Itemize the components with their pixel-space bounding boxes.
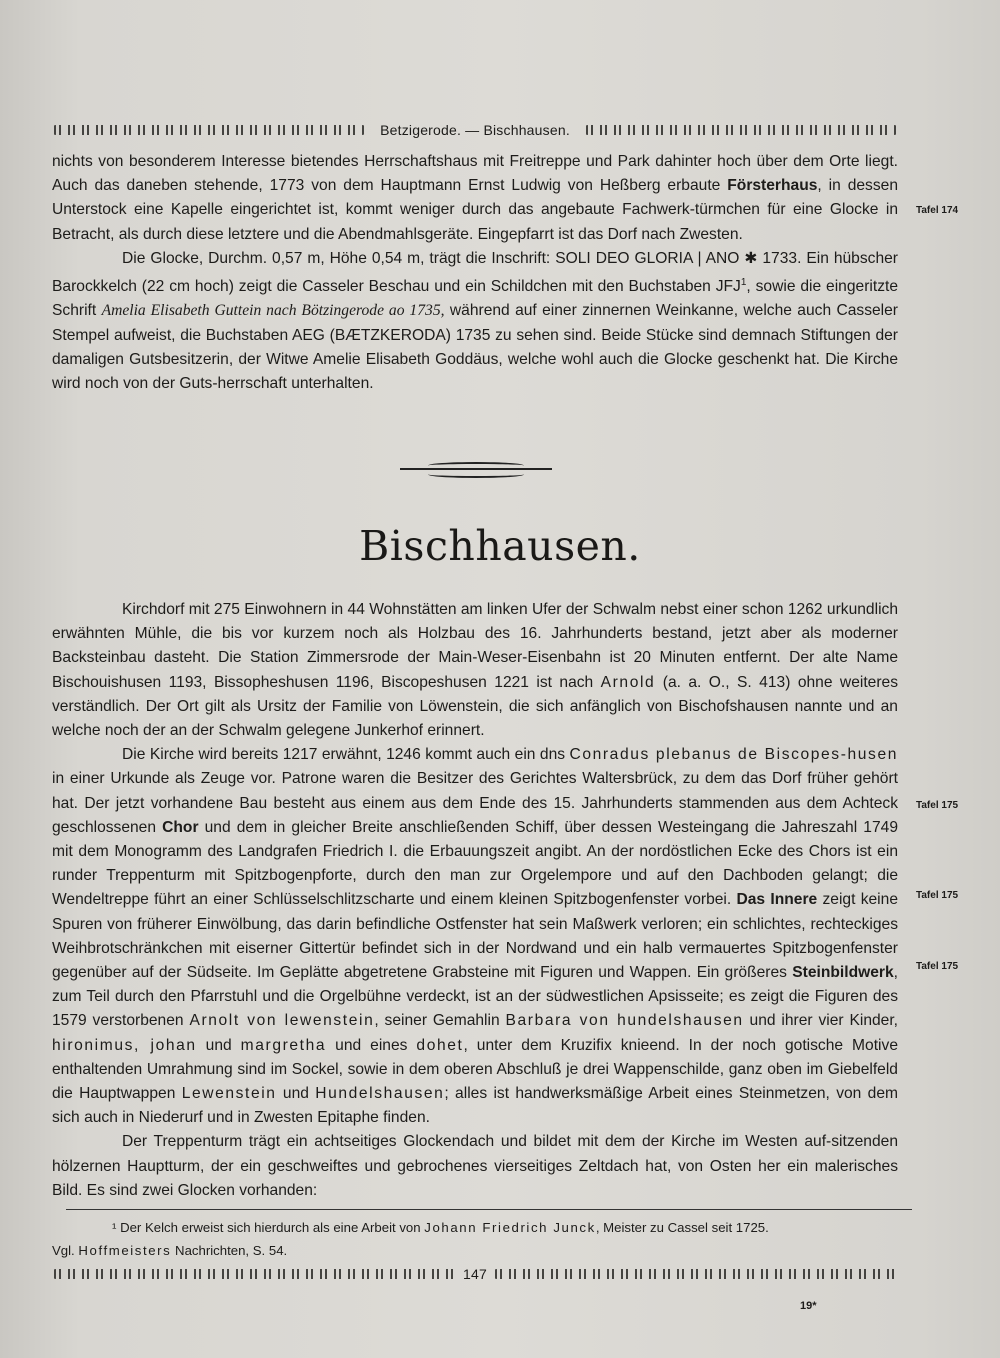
ornament-band-right: [584, 125, 898, 135]
running-head-row: [52, 120, 898, 140]
paragraph: nichts von besonderem Interesse bietendes Herrschaftshaus mit Freitreppe und Park dahinter hoch über dem Orte liegt. Auch das daneben stehende, 1773 von dem Hauptmann Ernst Ludwig von Heßberg erbaute Försterhaus, in dessen Unterstock eine Kapelle eingerichtet ist, kommt weniger durch das angebaute Fachwerk-türmchen für eine Glocke in Betracht, als durch diese letztere und die Abendmahlsgeräte. Eingepfarrt ist das Dorf nach Zwesten.: [52, 153, 899, 243]
footnote-rule: [66, 1209, 912, 1210]
running-head: Betzigerode. — Bischhausen.: [380, 122, 570, 138]
paragraph: Die Glocke, Durchm. 0,57 m, Höhe 0,54 m, trägt die Inschrift: SOLI DEO GLORIA | ANO ✱ 1733. Ein hübscher Barockkelch (22 cm hoch) zeigt die Casseler Beschau und ein Schildchen mit den Buchstaben JFJ$^1$, sowie die eingeritzte Schrift Amelia Elisabeth Guttein nach Bötzingerode ao 1735, während auf einer zinnernen Weinkanne, welche auch Casseler Stempel aufweist, die Buchstaben AEG (BÆTZKERODA) 1735 zu sehen sind. Beide Stücke sind demnach Stiftungen der damaligen Gutsbesitzerin, der Witwe Amelie Elisabeth Goddäus, welche wohl auch die Glocke geschenkt hat. Die Kirche wird noch von der Guts-herrschaft unterhalten.: [52, 249, 898, 393]
margin-note-tafel: Tafel 174: [916, 205, 959, 216]
footnote: ¹ Der Kelch erweist sich hierdurch als eine Arbeit von Johann Friedrich Junck, Meister zu Cassel seit 1725. Vgl. Hoffmeisters Nachrichten, S. 54.: [52, 1220, 769, 1258]
page-number-row: [52, 1264, 898, 1284]
paragraph: Kirchdorf mit 275 Einwohnern in 44 Wohnstätten am linken Ufer der Schwalm nebst einer schon 1262 urkundlich erwähnten Mühle, die bis vor kurzem noch als Holzbau des 16. Jahrhunderts bestand, jetzt aber als moderner Backsteinbau dasteht. Die Station Zimmersrode der Main-Weser-Eisenbahn ist 20 Minuten entfernt. Der alte Name Bischouishusen 1193, Bissopheshusen 1196, Biscopeshusen 1221 ist nach Arnold (a. a. O., S. 413) ohne weiteres verständlich. Der Ort gilt als Ursitz der Familie von Löwenstein, die sich anfänglich von Bischofshausen nannte und an welche noch der an der Schwalm gelegene Junkerhof erinnert.: [52, 601, 898, 740]
ornament-band-left: [52, 1269, 457, 1279]
section-betzigerode-text: [52, 150, 898, 396]
inscription: Amelia Elisabeth Guttein nach Bötzingerode ao 1735,: [101, 302, 445, 320]
section-divider: [400, 462, 552, 476]
paragraph: Die Kirche wird bereits 1217 erwähnt, 1246 kommt auch ein dns Conradus plebanus de Biscopes-husen in einer Urkunde als Zeuge vor. Patrone waren die Besitzer des Gerichtes Waltersbrück, zu dem das Dorf früher gehört hat. Der jetzt vorhandene Bau besteht aus einem aus dem Ende des 15. Jahrhunderts stammenden aus dem Achteck geschlossenen Chor und dem in gleicher Breite anschließenden Schiff, über dessen Westeingang die Jahreszahl 1749 mit dem Monogramm des Landgrafen Friedrich I. die Erbauungszeit angibt. An der nordöstlichen Ecke des Chors ist ein runder Treppenturm mit Spitzbogenpforte, durch den man zur Orgelempore und auf den Dachboden gelangt; die Wendeltreppe führt an einer Schlüsselschlitzscharte und einem kleinen Spitzbogenfenster vorbei. Das Innere zeigt keine Spuren von früherer Einwölbung, das darin befindliche Ostfenster hat sein Maßwerk verloren; ein schlichtes, rechteckiges Weihbrotschränkchen mit eiserner Gittertür befindet sich in der Nordwand und ein halb vermauertes Spitzbogenfenster gegenüber auf der Südseite. Im Geplätte abgetretene Grabsteine mit Figuren und Wappen. Ein größeres Steinbildwerk, zum Teil durch den Pfarrstuhl und die Orgelbühne verdeckt, ist an der südwestlichen Apsisseite; es zeigt die Figuren des 1579 verstorbenen Arnolt von lewenstein, seiner Gemahlin Barbara von hundelshausen und ihrer vier Kinder, hironimus, johan und margretha und eines dohet, unter dem Kruzifix knieend. In der noch gotische Motive enthaltenden Umrahmung sind im Sockel, sowie in dem oberen Abschluß je drei Wappenschilde, ganz oben im Giebelfeld die Hauptwappen Lewenstein und Hundelshausen; alles ist handwerksmäßige Arbeit eines Steinmetzen, von dem sich auch in Niederurf und in Zwesten Epitaphe finden.: [52, 746, 899, 1127]
term-foersterhaus: Försterhaus: [727, 177, 818, 195]
margin-note-tafel: Tafel 175: [916, 961, 959, 972]
section-bischhausen-text: [52, 598, 898, 1203]
ornament-band-left: [52, 125, 366, 135]
margin-note-tafel: Tafel 175: [916, 890, 959, 901]
footnote-ref: 1: [740, 277, 747, 289]
sheet-signature: 19*: [800, 1300, 817, 1312]
margin-note-tafel: Tafel 175: [916, 800, 959, 811]
section-title: Bischhausen.: [359, 522, 641, 570]
ornament-band-right: [493, 1269, 898, 1279]
page-number: 147: [463, 1266, 487, 1282]
paragraph: Der Treppenturm trägt ein achtseitiges Glockendach und bildet mit dem der Kirche im Westen auf-sitzenden hölzernen Hauptturm, der ein geschweiftes und gebrochenes vierseitiges Zeltdach hat, von Osten her ein malerisches Bild. Es sind zwei Glocken vorhanden:: [52, 1133, 898, 1199]
